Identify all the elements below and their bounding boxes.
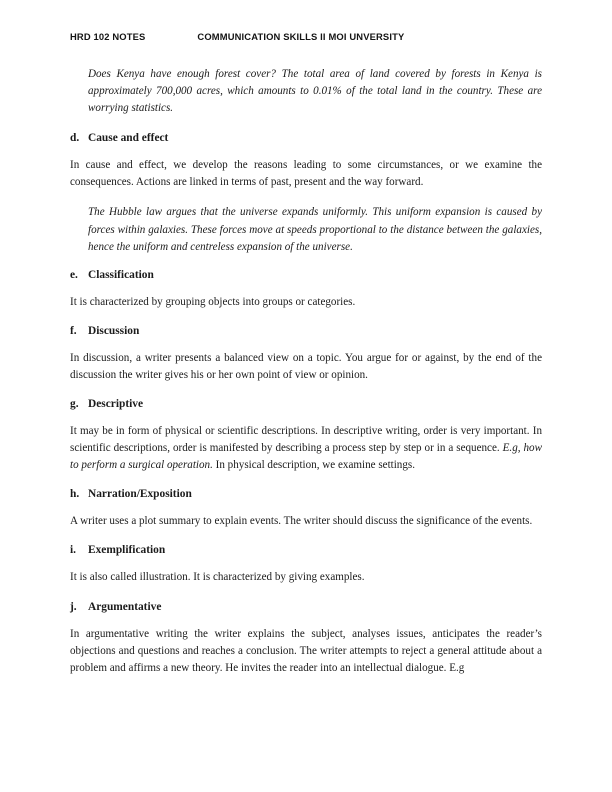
section-title-cause-and-effect: Cause and effect (88, 132, 169, 145)
section-body-discussion: In discussion, a writer presents a balanced view on a topic. You argue for or against, by the end of the discussion the writer gives his or her own point of view or opinion. (70, 351, 542, 381)
descriptive-text-before: It may be in form of physical or scientific descriptions. In descriptive writing, order is very important. In scientific descriptions, order is manifested by describing a process step by step or in a sequence. (70, 425, 542, 455)
descriptive-text-after: In physical description, we examine settings. (212, 459, 415, 472)
section-marker-f: f. (70, 324, 77, 337)
running-header (70, 31, 542, 42)
header-right-text: COMMUNICATION SKILLS II MOI UNVERSITY (197, 31, 405, 42)
header-left-text: HRD 102 NOTES (70, 31, 146, 42)
section-heading-narration-exposition (70, 487, 542, 502)
blockquote-hubble-law: The Hubble law argues that the universe expands uniformly. This uniform expansion is caused by forces within galaxies. These forces move at speeds proportional to the distance between the galaxies, hence the uniform and centreless expansion of the universe. (88, 206, 542, 253)
section-heading-discussion (70, 324, 542, 339)
section-title-classification: Classification (88, 268, 154, 281)
section-marker-g: g. (70, 398, 79, 411)
descriptive-text-italic-example: E.g, how to perform a surgical operation. (70, 442, 542, 472)
section-body-cause-and-effect: In cause and effect, we develop the reasons leading to some circumstances, or we examine the consequences. Actions are linked in terms of past, present and the way forward. (70, 159, 542, 189)
section-title-discussion: Discussion (88, 324, 140, 337)
section-title-argumentative: Argumentative (88, 600, 162, 613)
section-heading-cause-and-effect (70, 131, 542, 146)
section-body-descriptive (70, 423, 542, 474)
section-body-argumentative: In argumentative writing the writer explains the subject, analyses issues, anticipates the reader’s objections and questions and reaches a conclusion. The writer attempts to reject a general attitude about a problem and affirms a new theory. He invites the reader into an intellectual dialogue. E.g (70, 627, 542, 674)
section-marker-e: e. (70, 268, 78, 281)
section-heading-argumentative (70, 600, 542, 615)
section-marker-i: i. (70, 544, 77, 557)
section-heading-exemplification (70, 543, 542, 558)
section-body-classification: It is characterized by grouping objects into groups or categories. (70, 295, 356, 308)
section-body-narration-exposition: A writer uses a plot summary to explain events. The writer should discuss the significance of the events. (70, 515, 533, 528)
section-title-exemplification: Exemplification (88, 544, 166, 557)
document-content (70, 66, 542, 690)
section-title-descriptive: Descriptive (88, 398, 144, 411)
section-heading-descriptive (70, 397, 542, 412)
section-title-narration-exposition: Narration/Exposition (88, 488, 192, 501)
section-marker-j: j. (70, 600, 77, 613)
blockquote-forest-cover: Does Kenya have enough forest cover? The total area of land covered by forests in Kenya is approximately 700,000 acres, which amounts to 0.01% of the total land in the country. These are worrying statistics. (88, 68, 542, 115)
section-marker-d: d. (70, 132, 80, 145)
section-marker-h: h. (70, 488, 80, 501)
section-body-exemplification: It is also called illustration. It is characterized by giving examples. (70, 571, 365, 584)
section-heading-classification (70, 268, 542, 283)
